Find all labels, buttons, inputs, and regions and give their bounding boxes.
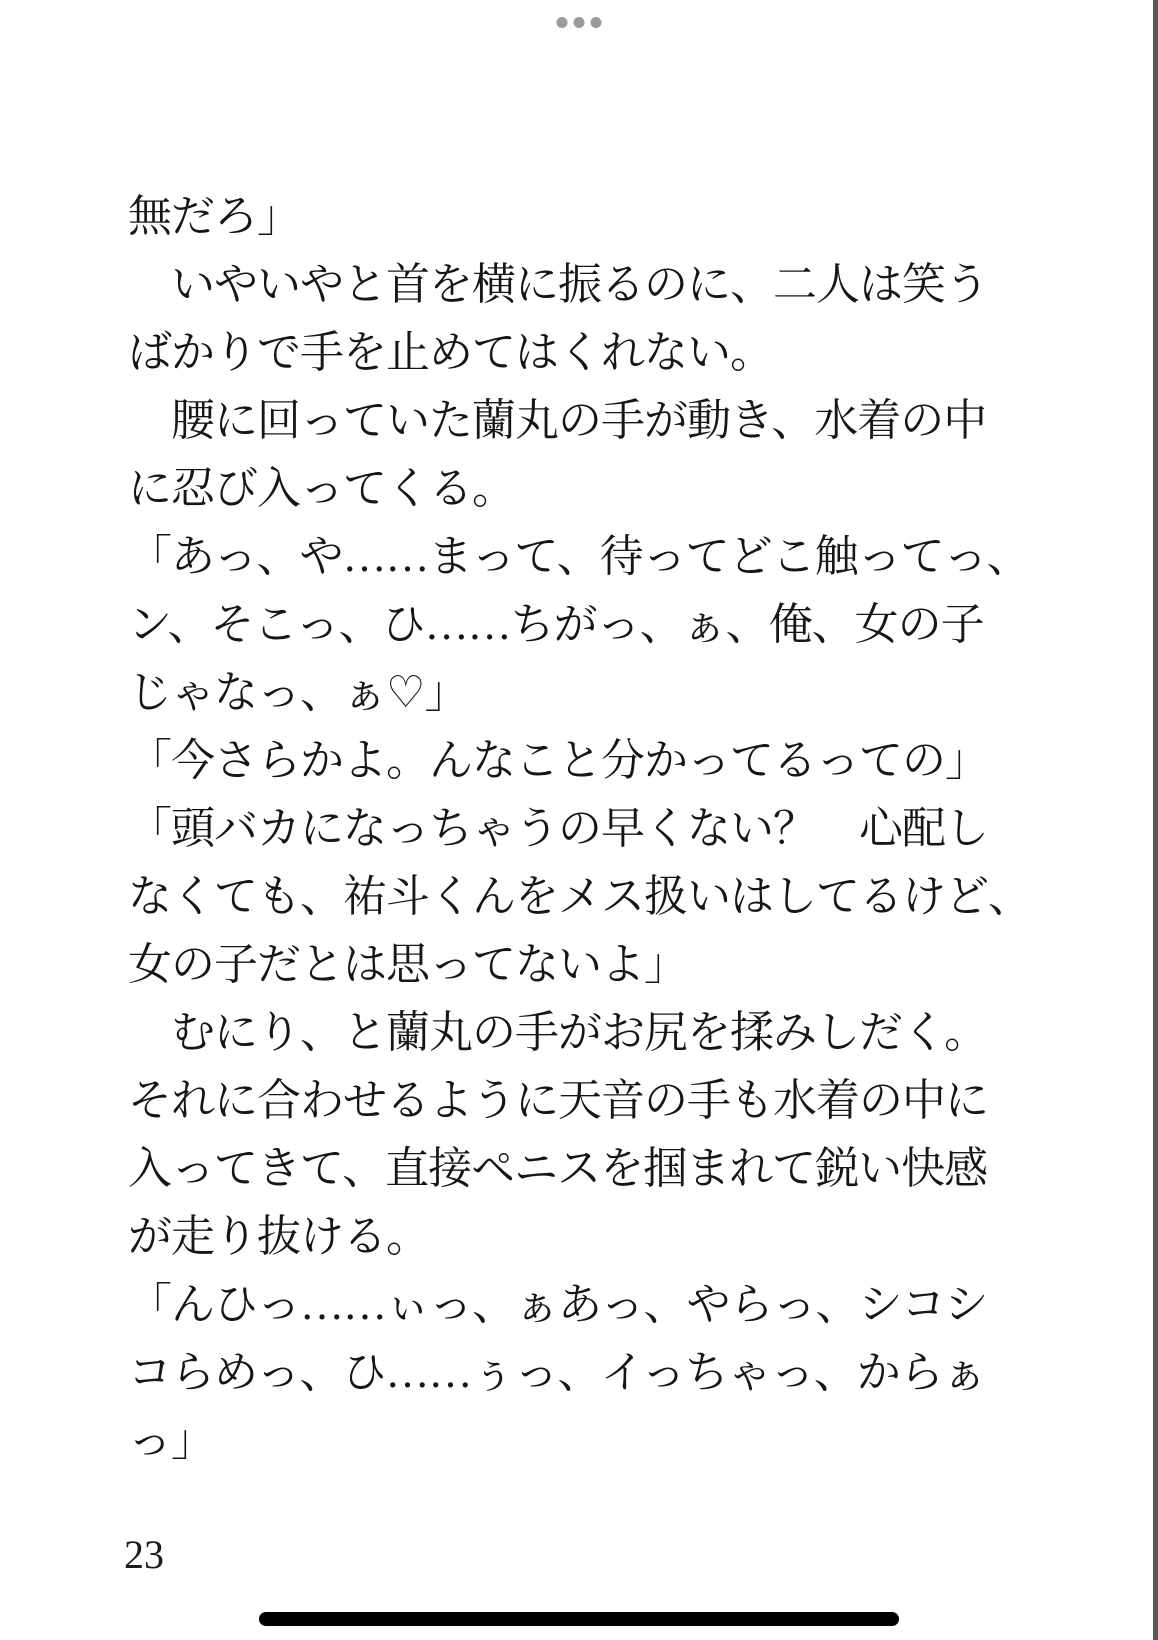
text-line: 入ってきて、直接ペニスを掴まれて鋭い快感 <box>128 1144 988 1193</box>
text-line: じゃなっ、ぁ♡」 <box>128 668 468 717</box>
text-line: ばかりで手を止めてはくれない。 <box>128 328 773 377</box>
text-line: 「あっ、や……まって、待ってどこ触ってっ、 <box>128 532 1030 581</box>
text-line: なくても、祐斗くんをメス扱いはしてるけど、 <box>128 872 1031 921</box>
text-line: 無だろ」 <box>128 192 300 241</box>
text-line: コらめっ、ひ……ぅっ、イっちゃっ、からぁ <box>128 1348 986 1397</box>
dot-icon <box>574 17 585 28</box>
page-number: 23 <box>124 1532 164 1577</box>
text-line: に忍び入ってくる。 <box>128 464 515 513</box>
text-line: っ」 <box>128 1416 214 1465</box>
text-line: ン、そこっ、ひ……ちがっ、ぁ、俺、女の子 <box>128 600 984 649</box>
text-line: いやいやと首を横に振るのに、二人は笑う <box>128 260 988 309</box>
dot-icon <box>557 17 568 28</box>
page-edge-scrollbar[interactable] <box>1153 0 1158 1640</box>
text-line: 「今さらかよ。んなこと分かってるっての」 <box>128 736 988 785</box>
text-line: が走り抜ける。 <box>128 1212 429 1261</box>
more-options-button[interactable] <box>557 17 602 28</box>
text-line: むにり、と蘭丸の手がお尻を揉みしだく。 <box>128 1008 988 1057</box>
home-indicator[interactable] <box>259 1612 899 1626</box>
text-line: 「んひっ……ぃっ、ぁあっ、やらっ、シコシ <box>128 1280 988 1329</box>
dot-icon <box>591 17 602 28</box>
text-line: 女の子だとは思ってないよ」 <box>128 940 687 989</box>
book-text-content <box>128 183 1034 1475</box>
text-line: それに合わせるように天音の手も水着の中に <box>128 1076 988 1125</box>
text-line: 「頭バカになっちゃうの早くない？ 心配し <box>128 804 988 853</box>
text-line: 腰に回っていた蘭丸の手が動き、水着の中 <box>128 396 987 445</box>
